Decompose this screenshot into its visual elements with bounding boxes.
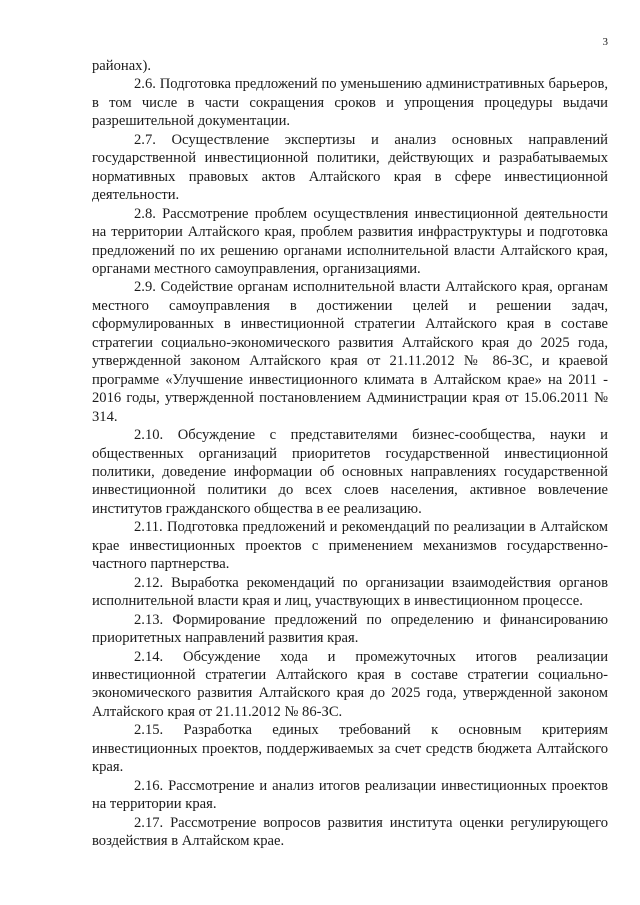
paragraph-2-12: 2.12. Выработка рекомендаций по организации взаимодействия органов исполнительной власти края и лиц, участвующих в инвестиционном процессе. [92, 574, 608, 610]
paragraph-2-8: 2.8. Рассмотрение проблем осуществления инвестиционной деятельности на территории Алтайского края, проблем развития инфраструктуры и подготовка предложений по их решению органами исполнительной власти Алтайского края, органами местного самоуправления, организациями. [92, 205, 608, 277]
paragraph-2-10: 2.10. Обсуждение с представителями бизнес-сообщества, науки и общественных организаций приоритетов государственной инвестиционной политики, доведение информации об основных направлениях государственной инвестиционной политики до всех слоев населения, активное вовлечение институтов гражданского общества в ее реализацию. [92, 427, 608, 517]
paragraph-2-15: 2.15. Разработка единых требований к основным критериям инвестиционных проектов, поддерживаемых за счет средств бюджета Алтайского края. [92, 722, 608, 776]
paragraph-2-16: 2.16. Рассмотрение и анализ итогов реализации инвестиционных проектов на территории края. [92, 777, 608, 813]
paragraph-2-7: 2.7. Осуществление экспертизы и анализ основных направлений государственной инвестиционной политики, действующих и разрабатываемых нормативных правовых актов Алтайского края в сфере инвестиционной деятельности. [92, 131, 608, 204]
paragraph-2-9: 2.9. Содействие органам исполнительной власти Алтайского края, органам местного самоуправления в достижении целей и решении задач, сформулированных в инвестиционной стратегии Алтайского края в составе стратегии социально-экономического развития Алтайского края до 2025 года, утвержденной законом Алтайского края от 21.11.2012 № 86-ЗС, и краевой программе «Улучшение инвестиционного климата в Алтайском крае» на 2011 - 2016 годы, утвержденной постановлением Администрации края от 15.06.2011 № 314. [92, 279, 608, 425]
paragraph-2-13: 2.13. Формирование предложений по определению и финансированию приоритетных направлений развития края. [92, 611, 608, 647]
paragraph-continuation: районах). [92, 58, 151, 74]
page-number: 3 [602, 36, 608, 48]
paragraph-2-6: 2.6. Подготовка предложений по уменьшению административных барьеров, в том числе в части сокращения сроков и упрощения процедуры выдачи разрешительной документации. [92, 76, 608, 130]
paragraph-2-11: 2.11. Подготовка предложений и рекомендаций по реализации в Алтайском крае инвестиционных проектов с применением механизмов государственно-частного партнерства. [92, 519, 608, 573]
paragraph-2-17: 2.17. Рассмотрение вопросов развития института оценки регулирующего воздействия в Алтайском крае. [92, 814, 608, 850]
document-body [92, 57, 608, 850]
paragraph-2-14: 2.14. Обсуждение хода и промежуточных итогов реализации инвестиционной стратегии Алтайского края в составе стратегии социально-экономического развития Алтайского края до 2025 года, утвержденной законом Алтайского края от 21.11.2012 № 86-ЗС. [92, 648, 608, 720]
